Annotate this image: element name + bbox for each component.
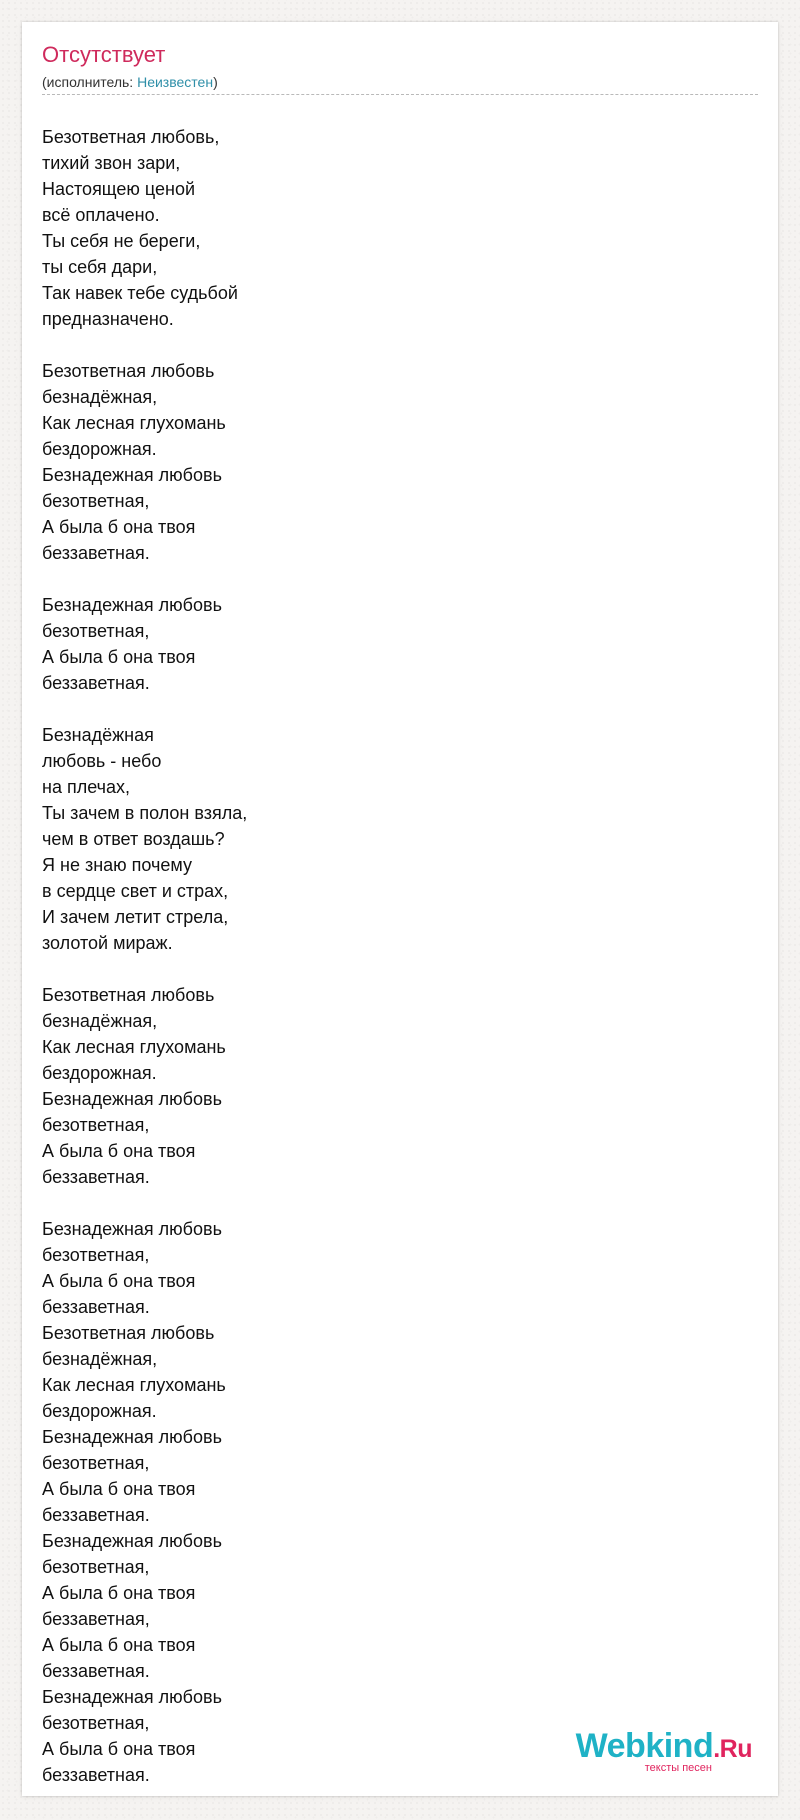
lyrics-text: Безответная любовь, тихий звон зари, Настоящею ценой всё оплачено. Ты себя не береги, ты себя дари, Так навек тебе судьбой предназначено. Безответная любовь безнадёжная, Как лесная глухомань бездорожная. Безнадежная любовь безответная, А была б она твоя беззаветная. Безнадежная любовь безответная, А была б она твоя беззаветная. Безнадёжная любовь - небо на плечах, Ты зачем в полон взяла, чем в ответ воздашь? Я не знаю почему в сердце свет и страх, И зачем летит стрела, золотой мираж. Безответная любовь безнадёжная, Как лесная глухомань бездорожная. Безнадежная любовь безответная, А была б она твоя беззаветная. Безнадежная любовь безответная, А была б она твоя беззаветная. Безответная любовь безнадёжная, Как лесная глухомань бездорожная. Безнадежная любовь безответная, А была б она твоя беззаветная. Безнадежная любовь безответная, А была б она твоя беззаветная, А была б она твоя беззаветная. Безнадежная любовь безответная, А была б она твоя беззаветная. <box>42 127 248 1785</box>
song-title: Отсутствует <box>42 42 166 67</box>
site-logo-tagline: тексты песен <box>644 1762 712 1774</box>
site-logo-name: Webkind <box>575 1727 714 1765</box>
site-logo-tld: .Ru <box>713 1735 752 1763</box>
lyrics-card <box>22 22 778 1796</box>
site-logo[interactable] <box>552 1728 752 1772</box>
performer-line <box>42 73 758 95</box>
song-header <box>42 42 758 95</box>
performer-suffix: ) <box>213 74 218 90</box>
performer-prefix: (исполнитель: <box>42 74 138 90</box>
performer-link[interactable]: Неизвестен <box>137 74 214 90</box>
